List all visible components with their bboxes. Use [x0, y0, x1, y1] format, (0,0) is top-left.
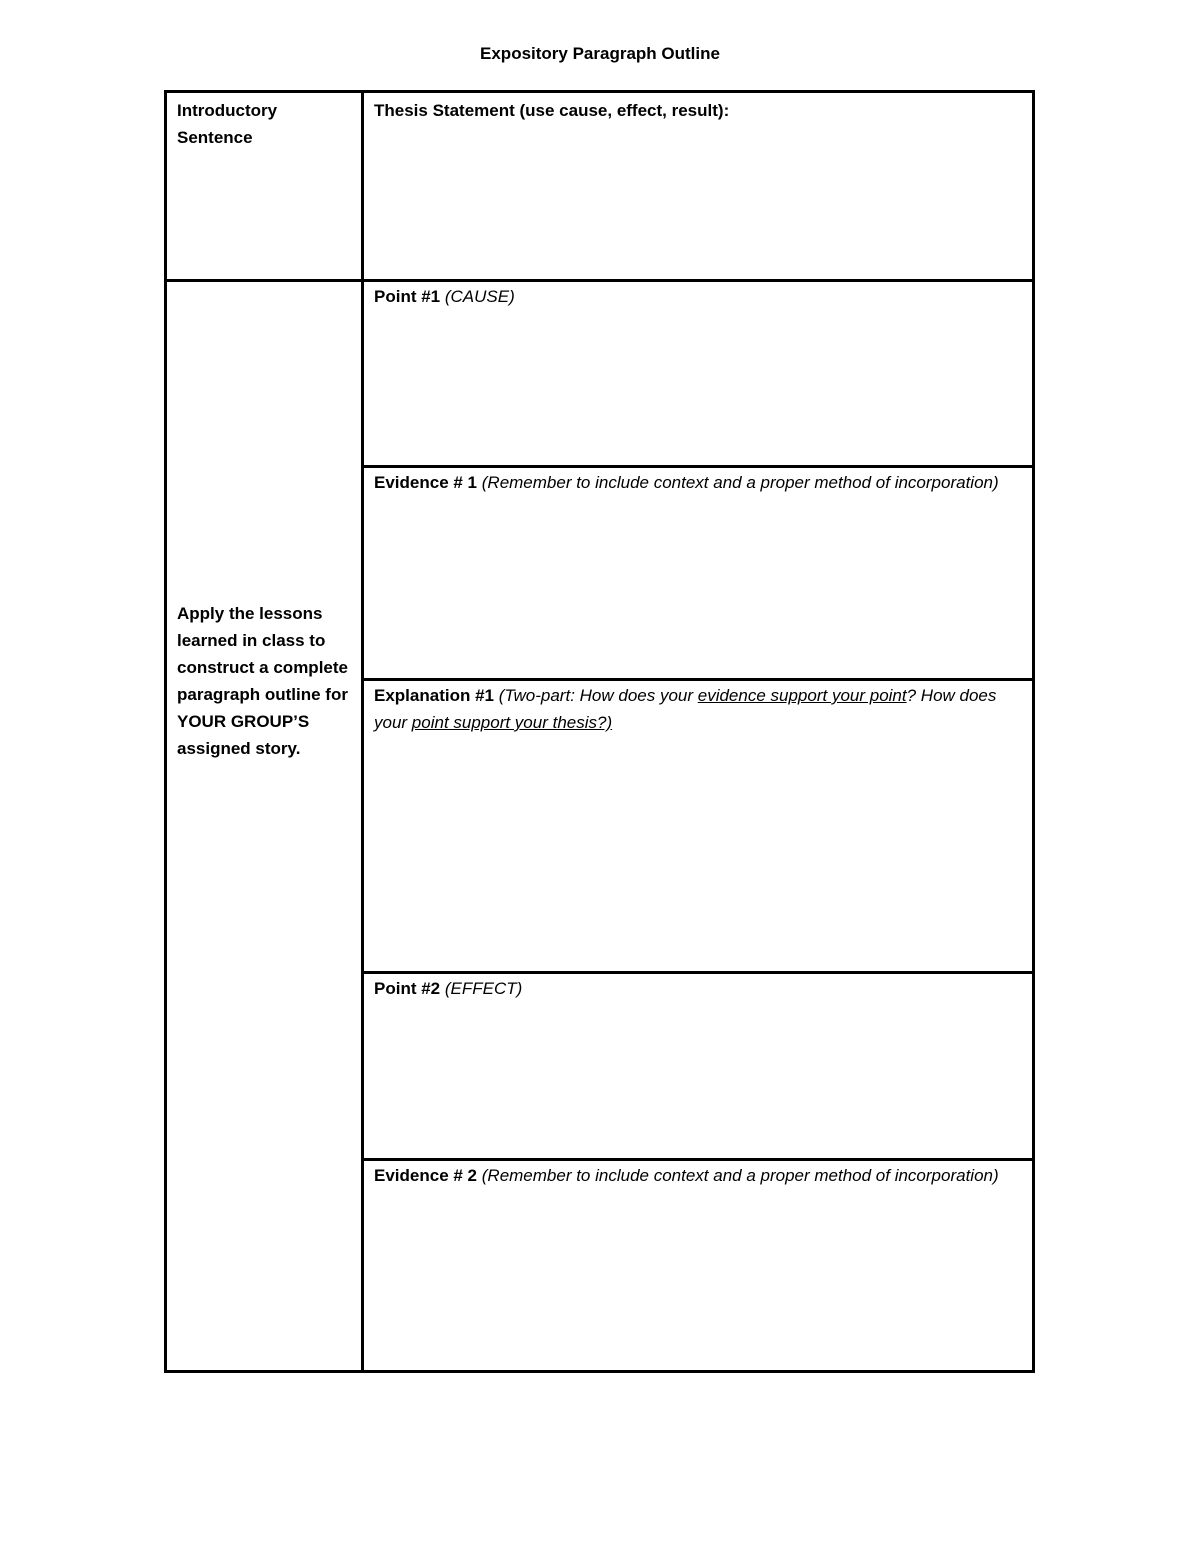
row-divider-point2	[361, 1158, 1032, 1161]
evidence1-label: Evidence # 1	[374, 473, 478, 492]
explanation1-note-a: (Two-part: How does your	[498, 686, 698, 705]
intro-label: Introductory Sentence	[177, 101, 278, 147]
thesis-cell[interactable]	[364, 97, 1032, 124]
row-divider-evidence1	[361, 678, 1032, 681]
explanation1-note-c: ? How does your	[374, 686, 997, 732]
outline-table	[164, 90, 1035, 1373]
intro-label-cell	[167, 97, 361, 151]
point2-cell[interactable]	[364, 975, 1032, 1002]
explanation1-note-b: evidence support your point	[697, 686, 907, 705]
evidence1-note: (Remember to include context and a proper method of incorporation)	[481, 473, 999, 492]
explanation1-note-d: point support your thesis?)	[411, 713, 613, 732]
explanation1-cell[interactable]	[364, 682, 1032, 736]
evidence2-cell[interactable]	[364, 1162, 1032, 1189]
page-title: Expository Paragraph Outline	[480, 44, 720, 63]
instructions-cell	[167, 600, 361, 762]
point2-label: Point #2	[374, 979, 441, 998]
row-divider-point1	[361, 465, 1032, 468]
evidence2-label: Evidence # 2	[374, 1166, 478, 1185]
point1-note: (CAUSE)	[444, 287, 515, 306]
point1-cell[interactable]	[364, 283, 1032, 310]
evidence1-cell[interactable]	[364, 469, 1032, 496]
row-divider-explanation1	[361, 971, 1032, 974]
explanation1-label: Explanation #1	[374, 686, 494, 705]
thesis-label: Thesis Statement (use cause, effect, result):	[374, 101, 730, 120]
point1-label: Point #1	[374, 287, 441, 306]
evidence2-note: (Remember to include context and a proper method of incorporation)	[481, 1166, 999, 1185]
instructions-text: Apply the lessons learned in class to construct a complete paragraph outline for YOUR GROUP’S assigned story.	[177, 604, 348, 758]
row-divider-intro	[167, 279, 1032, 282]
point2-note: (EFFECT)	[444, 979, 523, 998]
